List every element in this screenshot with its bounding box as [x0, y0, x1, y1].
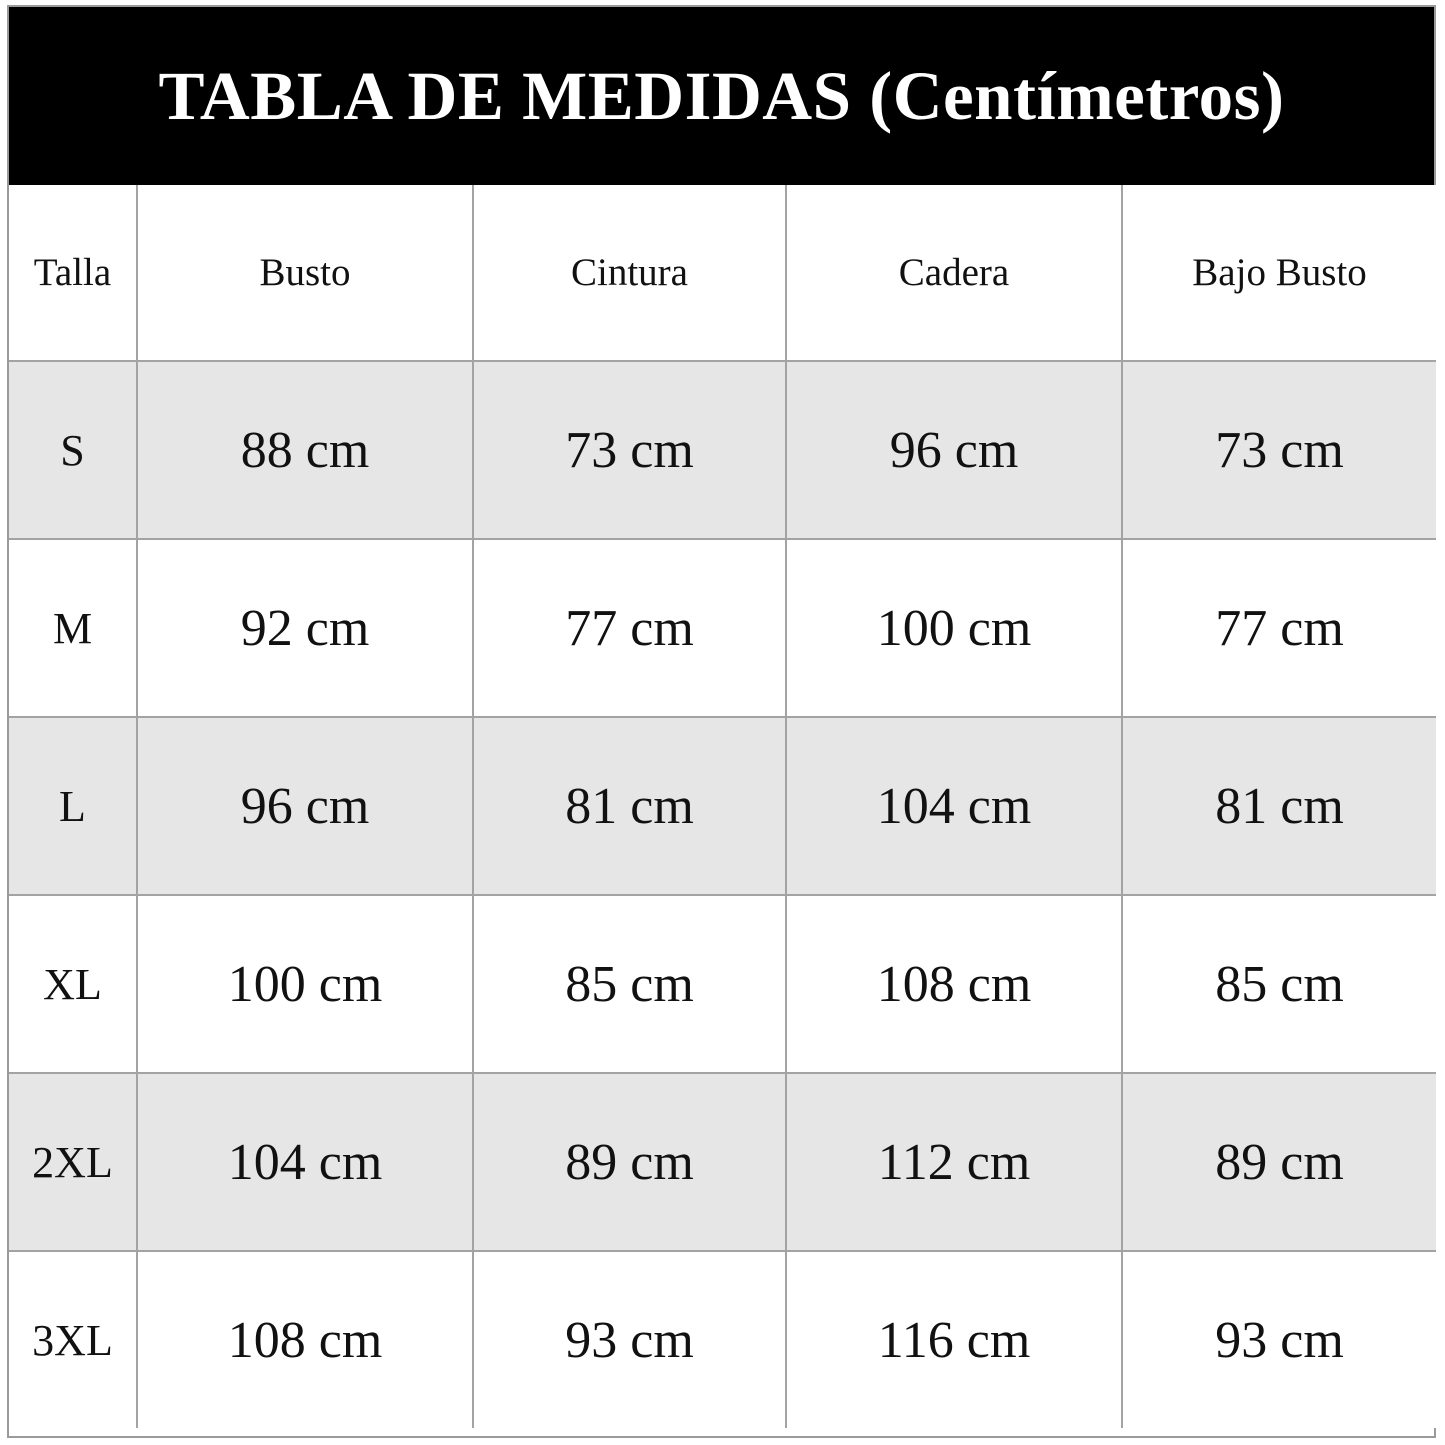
table-row: [9, 1073, 1436, 1251]
size-cell: L: [9, 717, 137, 895]
cintura-cell: 85 cm: [473, 895, 786, 1073]
size-cell: XL: [9, 895, 137, 1073]
bajo-busto-cell: 93 cm: [1122, 1251, 1436, 1428]
header-talla: Talla: [9, 185, 137, 361]
size-cell: 2XL: [9, 1073, 137, 1251]
busto-cell: 100 cm: [137, 895, 473, 1073]
busto-cell: 96 cm: [137, 717, 473, 895]
table-row: [9, 361, 1436, 539]
bajo-busto-cell: 85 cm: [1122, 895, 1436, 1073]
cintura-cell: 77 cm: [473, 539, 786, 717]
busto-cell: 104 cm: [137, 1073, 473, 1251]
page-title: TABLA DE MEDIDAS (Centímetros): [158, 57, 1285, 134]
title-banner: [9, 7, 1434, 185]
busto-cell: 88 cm: [137, 361, 473, 539]
cadera-cell: 100 cm: [786, 539, 1122, 717]
table-row: [9, 1251, 1436, 1428]
size-cell: S: [9, 361, 137, 539]
table-row: [9, 895, 1436, 1073]
size-chart: [7, 5, 1436, 1438]
header-row: [9, 185, 1436, 361]
size-cell: 3XL: [9, 1251, 137, 1428]
cadera-cell: 108 cm: [786, 895, 1122, 1073]
cadera-cell: 104 cm: [786, 717, 1122, 895]
table-row: [9, 539, 1436, 717]
header-busto: Busto: [137, 185, 473, 361]
table-row: [9, 717, 1436, 895]
bajo-busto-cell: 73 cm: [1122, 361, 1436, 539]
header-bajo-busto: Bajo Busto: [1122, 185, 1436, 361]
cadera-cell: 116 cm: [786, 1251, 1122, 1428]
cintura-cell: 89 cm: [473, 1073, 786, 1251]
cintura-cell: 73 cm: [473, 361, 786, 539]
bajo-busto-cell: 81 cm: [1122, 717, 1436, 895]
cadera-cell: 112 cm: [786, 1073, 1122, 1251]
busto-cell: 92 cm: [137, 539, 473, 717]
bajo-busto-cell: 77 cm: [1122, 539, 1436, 717]
size-table: [9, 185, 1436, 1428]
cintura-cell: 93 cm: [473, 1251, 786, 1428]
cadera-cell: 96 cm: [786, 361, 1122, 539]
bajo-busto-cell: 89 cm: [1122, 1073, 1436, 1251]
header-cadera: Cadera: [786, 185, 1122, 361]
busto-cell: 108 cm: [137, 1251, 473, 1428]
header-cintura: Cintura: [473, 185, 786, 361]
size-cell: M: [9, 539, 137, 717]
cintura-cell: 81 cm: [473, 717, 786, 895]
